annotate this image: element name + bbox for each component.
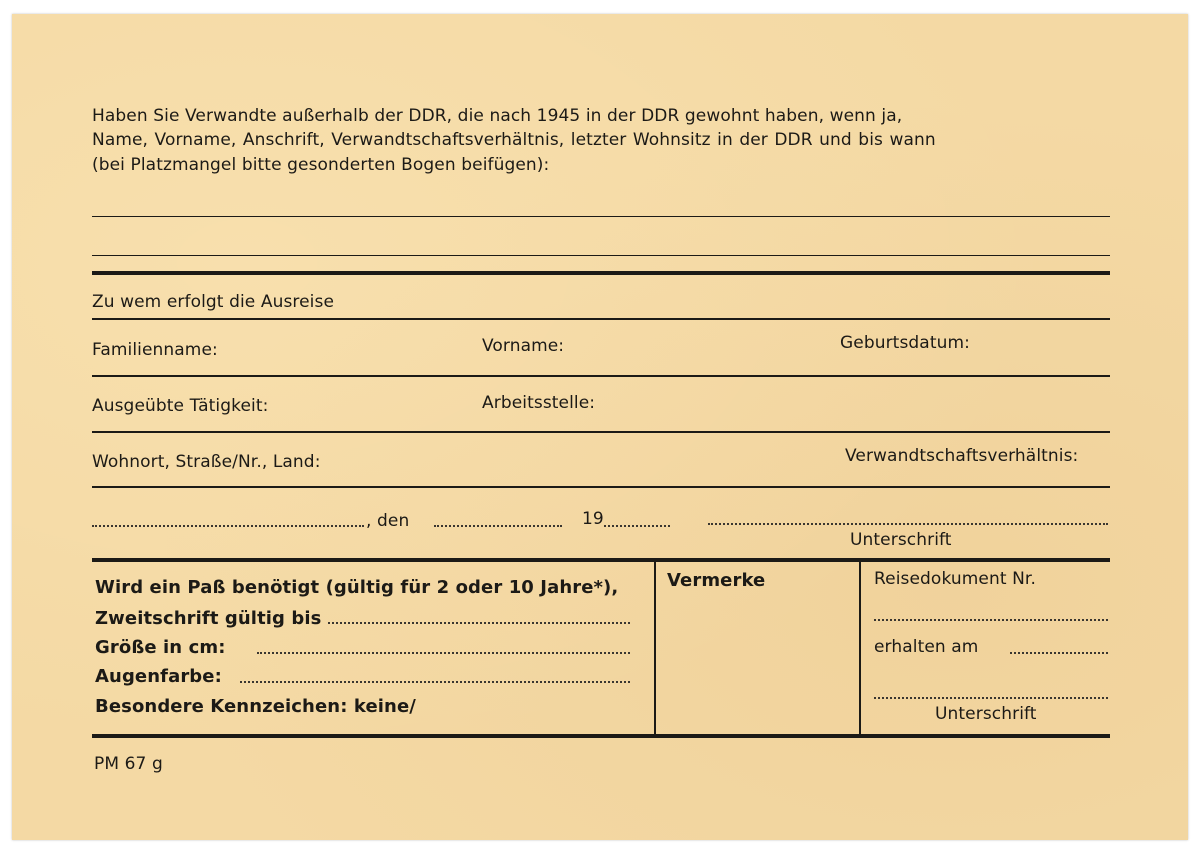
form-card	[12, 14, 1188, 840]
erhalten-label: erhalten am	[874, 637, 979, 657]
answer-line-2	[92, 255, 1110, 256]
reise-unterschrift-label: Unterschrift	[935, 704, 1037, 724]
day-dotted-line	[434, 525, 562, 527]
signature-dotted-line	[708, 523, 1108, 525]
box-divider-right	[859, 562, 861, 734]
row-rule-1	[92, 375, 1110, 377]
year-dotted-line	[604, 525, 670, 527]
reisedokument-label: Reisedokument Nr.	[874, 569, 1036, 589]
pass-line-4: Augenfarbe:	[95, 666, 222, 687]
answer-line-1	[92, 216, 1110, 217]
pass-line-1: Wird ein Paß benötigt (gültig für 2 oder 10 Jahre*),	[95, 577, 619, 598]
ausreise-heading: Zu wem erfolgt die Ausreise	[92, 292, 335, 312]
box-top-rule	[92, 558, 1110, 562]
intro-line-1: Haben Sie Verwandte außerhalb der DDR, die nach 1945 in der DDR gewohnt haben, wenn ja,	[92, 106, 903, 126]
wohnort-label: Wohnort, Straße/Nr., Land:	[92, 452, 321, 472]
unterschrift-label: Unterschrift	[850, 530, 952, 550]
reisedokument-dotted-line	[874, 619, 1108, 621]
reise-signature-dotted-line	[874, 697, 1108, 699]
augenfarbe-dotted-line	[240, 681, 630, 683]
form-code: PM 67 g	[94, 754, 163, 774]
pass-line-2: Zweitschrift gültig bis	[95, 608, 322, 629]
arbeitsstelle-label: Arbeitsstelle:	[482, 393, 596, 413]
groesse-dotted-line	[257, 652, 630, 654]
intro-line-2: Name, Vorname, Anschrift, Verwandtschaftsverhältnis, letzter Wohnsitz in der DDR und bis wann	[92, 130, 936, 150]
pass-line-5: Besondere Kennzeichen: keine/	[95, 696, 416, 717]
intro-line-3: (bei Platzmangel bitte gesonderten Bogen beifügen):	[92, 155, 550, 175]
place-dotted-line	[92, 525, 364, 527]
familienname-label: Familienname:	[92, 340, 218, 360]
verwandtschaft-label: Verwandtschaftsverhältnis:	[845, 446, 1079, 466]
row-rule-2	[92, 431, 1110, 433]
ausreise-heading-rule	[92, 318, 1110, 320]
section-divider-top	[92, 271, 1110, 275]
box-bottom-rule	[92, 734, 1110, 738]
vermerke-label: Vermerke	[667, 570, 766, 591]
pass-line-3: Größe in cm:	[95, 637, 226, 658]
row-rule-3	[92, 486, 1110, 488]
year-prefix: 19	[582, 509, 604, 529]
box-divider-left	[654, 562, 656, 734]
vorname-label: Vorname:	[482, 336, 565, 356]
den-label: , den	[366, 511, 410, 531]
erhalten-dotted-line	[1010, 652, 1108, 654]
geburtsdatum-label: Geburtsdatum:	[840, 333, 970, 353]
taetigkeit-label: Ausgeübte Tätigkeit:	[92, 396, 269, 416]
zweitschrift-dotted-line	[328, 622, 630, 624]
